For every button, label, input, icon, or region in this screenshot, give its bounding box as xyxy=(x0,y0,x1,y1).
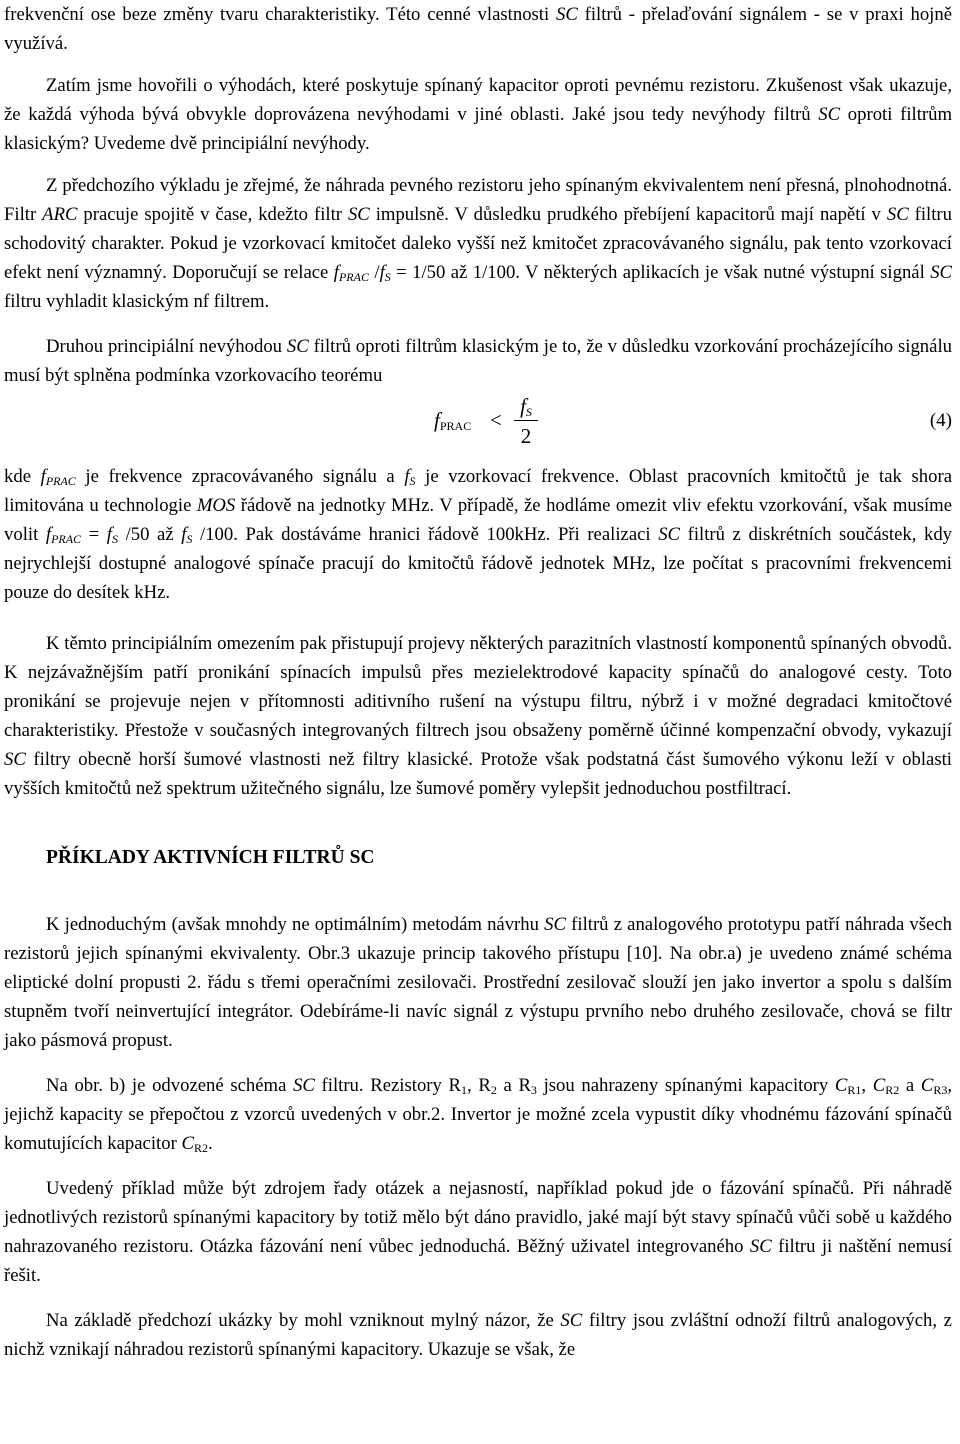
fraction-bar xyxy=(514,420,538,421)
paragraph-1: frekvenční ose beze změny tvaru charakteristiky. Této cenné vlastnosti SC filtrů - přelaďování signálem - se v praxi hojně využívá. xyxy=(4,4,952,54)
section-heading: PŘÍKLADY AKTIVNÍCH FILTRŮ SC xyxy=(46,847,375,868)
equation-4 xyxy=(4,393,952,453)
equation-number: (4) xyxy=(929,410,952,431)
equation-operator: < xyxy=(490,408,502,432)
equation-denominator: 2 xyxy=(520,424,532,448)
equation-fraction xyxy=(514,393,538,449)
paragraph-9: Uvedený příklad může být zdrojem řady otázek a nejasností, například pokud jde o fázování spínačů. Při náhradě jednotlivých rezistorů spínanými kapacitory by totiž mělo být dáno pravidlo, jaké mají být stavy spínačů vůči sobě u každého nahrazovaného rezistoru. Otázka fázování není vůbec jednoduchá. Běžný uživatel integrovaného SC filtru ji naštění nemusí řešit. xyxy=(4,1178,952,1286)
paragraph-10: Na základě předchozí ukázky by mohl vzniknout mylný názor, že SC filtry jsou zvláštní odnoží filtrů analogových, z nichž vznikají náhradou rezistorů spínanými kapacitory. Ukazuje se však, že xyxy=(4,1310,952,1360)
paragraph-8: Na obr. b) je odvozené schéma SC filtru. Rezistory $R_1$, $R_2$ a $R_3$ jsou nahrazeny spínanými kapacitory $C_{R1}$, $C_{R2}$ a $C_{R3}$, jejichž kapacity se přepočtou z vzorců uvedených v obr.2. Invertor je možné zcela vypustit díky vhodnému fázování spínačů komutujících kapacitor $C_{R2}$. xyxy=(4,1075,953,1155)
paragraph-3: Z předchozího výkladu je zřejmé, že náhrada pevného rezistoru jeho spínaným ekvivalentem není přesná, plnohodnotná. Filtr ARC pracuje spojitě v čase, kdežto filtr SC impulsně. V důsledku prudkého přebíjení kapacitorů mají napětí v SC filtru schodovitý charakter. Pokud je vzorkovací kmitočet daleko vyšší než kmitočet zpracovávaného signálu, pak tento vzorkovací efekt není významný. Doporučují se relace $f_{PRAC}$ $/f_S = 1/50$ až 1/100. V některých aplikacích je však nutné výstupní signál SC filtru vyhladit klasickým nf filtrem. xyxy=(4,175,952,312)
paragraph-7: K jednoduchým (avšak mnohdy ne optimálním) metodám návrhu SC filtrů z analogového prototypu patří náhrada všech rezistorů jejich spínanými ekvivalenty. Obr.3 ukazuje princip takového přístupu [10]. Na obr.a) je uvedeno známé schéma eliptické dolní propusti 2. řádu s třemi operačními zesilovači. Prostřední zesilovač slouží jen jako invertor a spolu s dalším stupněm tvoří neinvertující integrátor. Odebíráme-li navíc signál z výstupu prvního nebo druhého zesilovače, chová se filtr jako pásmová propust. xyxy=(4,914,952,1051)
paragraph-6: K těmto principiálním omezením pak přistupují projevy některých parazitních vlastností komponentů spínaných obvodů. K nejzávažnějším patří pronikání spínacích impulsů přes mezielektrodové kapacity spínačů do analogové cesty. Toto pronikání se projevuje nejen v přítomnosti aditivního rušení na výstupu filtru, nýbrž i v možné degradaci kmitočtové charakteristiky. Přestože v současných integrovaných filtrech jsou obsaženy poměrně účinné kompenzační obvody, vykazují SC filtry obecně horší šumové vlastnosti než filtry klasické. Protože však podstatná část šumového výkonu leží v oblasti vyšších kmitočtů než spektrum užitečného signálu, lze šumové poměry vylepšit jednoduchou postfiltrací. xyxy=(4,633,952,799)
equation-numerator: $f_S$ xyxy=(520,394,532,419)
equation-lhs: $f_{PRAC}$ xyxy=(434,408,472,433)
paragraph-5: kde $f_{PRAC}$ je frekvence zpracovávaného signálu a $f_S$ je vzorkovací frekvence. Oblast pracovních kmitočtů je tak shora limitována u technologie MOS řádově na jednotky MHz. V případě, že hodláme omezit vliv efektu vzorkování, však musíme volit $f_{PRAC} = f_S$ /50 až $f_S$ /100. Pak dostáváme hranici řádově 100kHz. Při realizaci SC filtrů z diskrétních součástek, kdy nejrychlejší dostupné analogové spínače pracují do kmitočtů řádově jednotek MHz, lze počítat s pracovními frekvencemi pouze do desítek kHz. xyxy=(4,466,953,603)
paragraph-4: Druhou principiální nevýhodou SC filtrů oproti filtrům klasickým je to, že v důsledku vzorkování procházejícího signálu musí být splněna podmínka vzorkovacího teorému xyxy=(4,336,952,386)
paragraph-2: Zatím jsme hovořili o výhodách, které poskytuje spínaný kapacitor oproti pevnému rezistoru. Zkušenost však ukazuje, že každá výhoda bývá obvykle doprovázena nevýhodami v jiné oblasti. Jaké jsou tedy nevýhody filtrů SC oproti filtrům klasickým? Uvedeme dvě principiální nevýhody. xyxy=(4,75,953,154)
